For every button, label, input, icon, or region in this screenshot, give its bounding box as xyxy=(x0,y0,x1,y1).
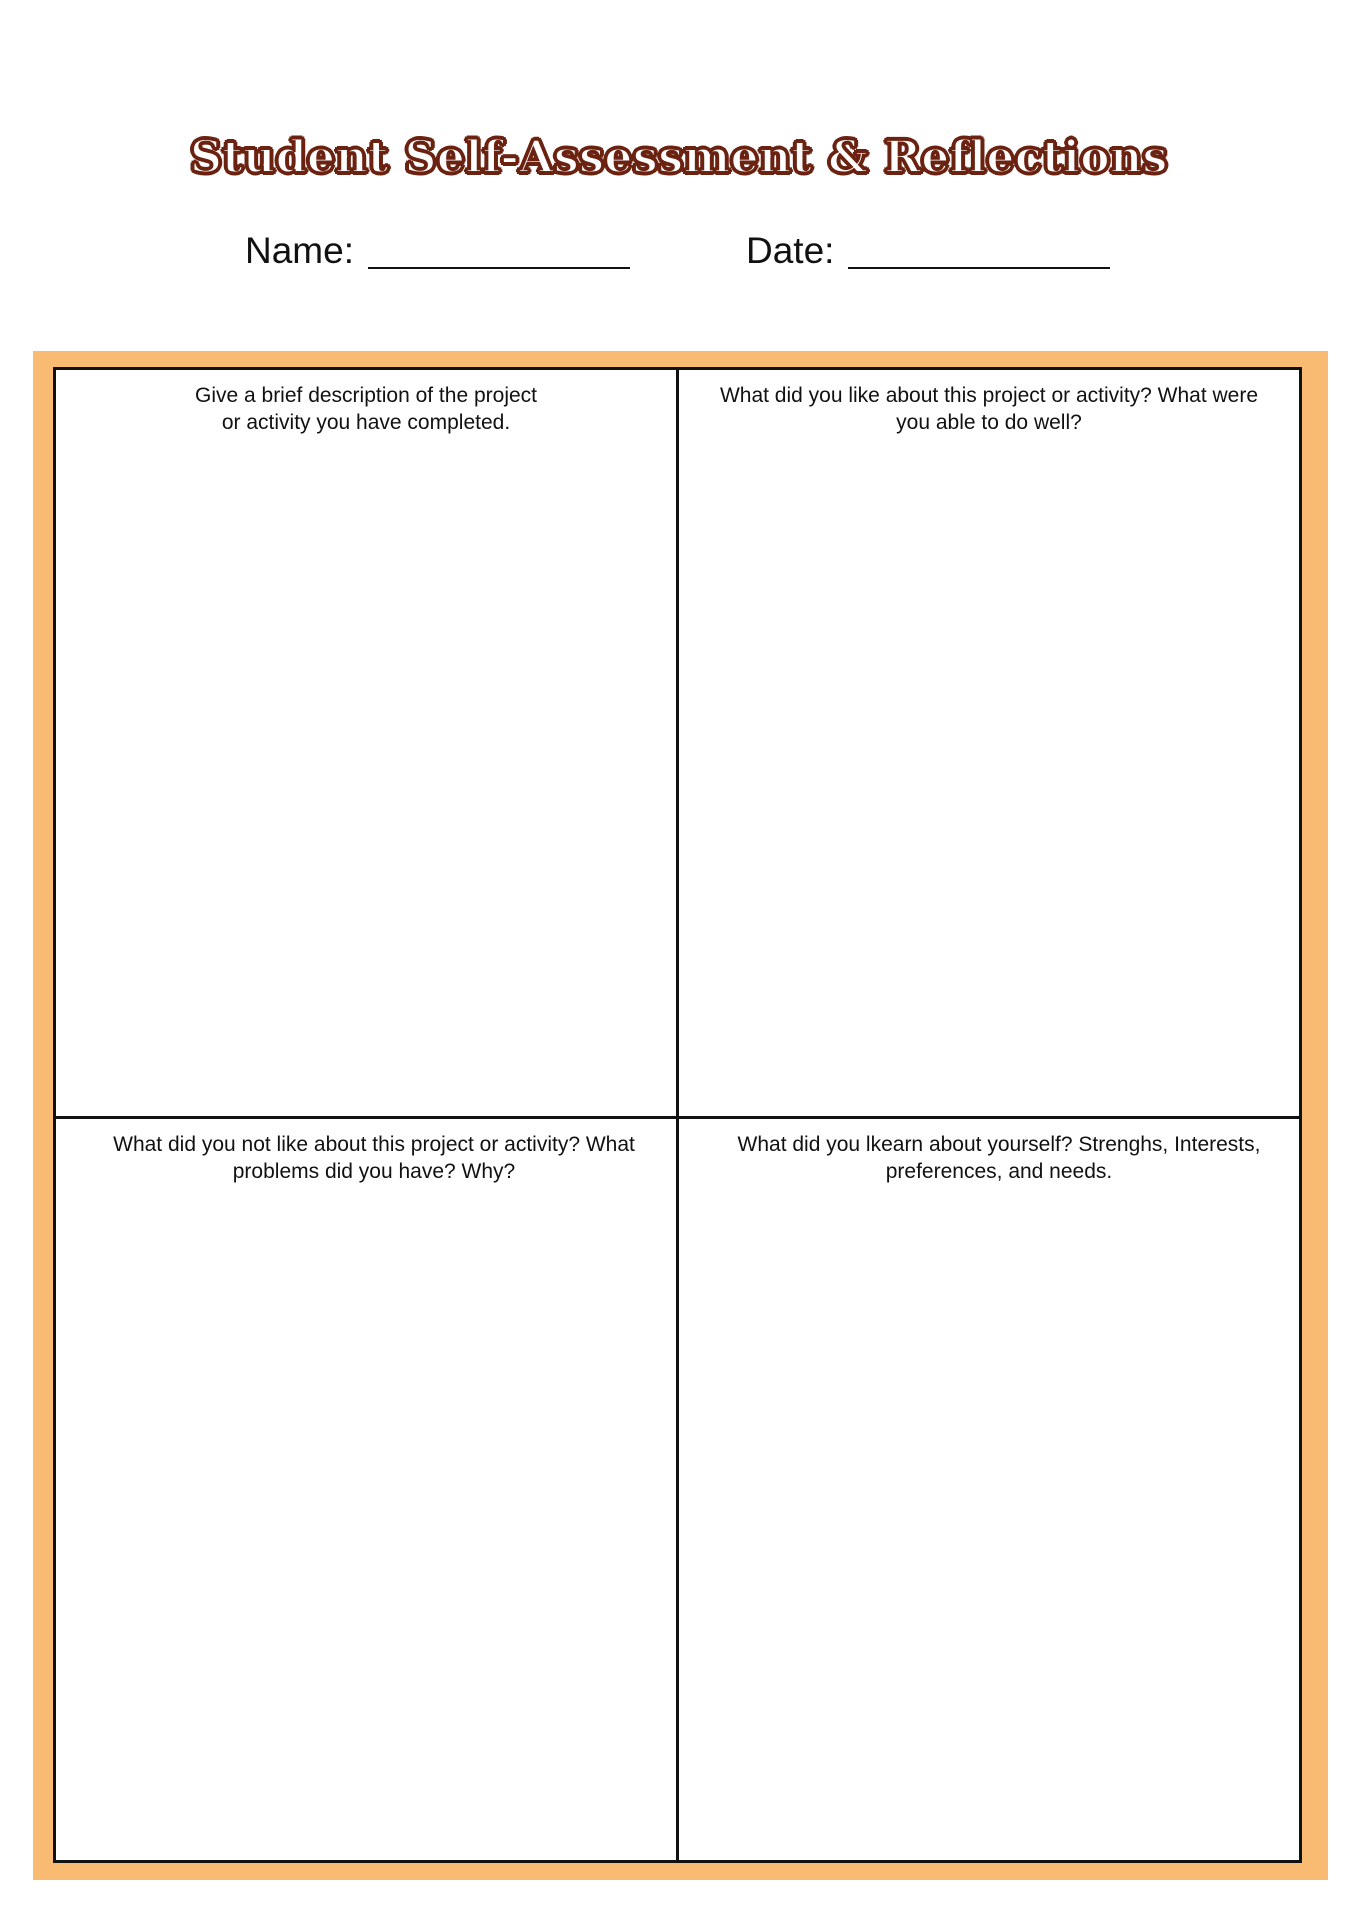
date-blank-line[interactable] xyxy=(848,267,1110,269)
cell-project-description[interactable] xyxy=(56,370,676,1116)
cell-what-you-learned[interactable] xyxy=(679,1119,1299,1860)
name-label: Name: xyxy=(245,230,354,271)
name-blank-line[interactable] xyxy=(368,267,630,269)
page-title: Student Self-Assessment & Reflections xyxy=(190,132,1168,183)
prompt-what-you-disliked: What did you not like about this project or activity? What problems did you have? Why? xyxy=(113,1133,635,1183)
date-label: Date: xyxy=(746,230,835,271)
worksheet-frame xyxy=(33,351,1328,1880)
name-field[interactable] xyxy=(245,228,630,274)
prompt-what-you-liked: What did you like about this project or activity? What were you able to do well? xyxy=(719,384,1259,434)
prompt-project-description: Give a brief description of the project or activity you have completed. xyxy=(194,384,537,434)
cell-what-you-disliked[interactable] xyxy=(56,1119,676,1860)
prompt-what-you-learned: What did you lkearn about yourself? Strenghs, Interests, preferences, and needs. xyxy=(737,1133,1261,1183)
reflection-grid xyxy=(53,367,1302,1863)
cell-what-you-liked[interactable] xyxy=(679,370,1299,1116)
date-field[interactable] xyxy=(746,228,1110,274)
header-fields xyxy=(0,228,1358,288)
